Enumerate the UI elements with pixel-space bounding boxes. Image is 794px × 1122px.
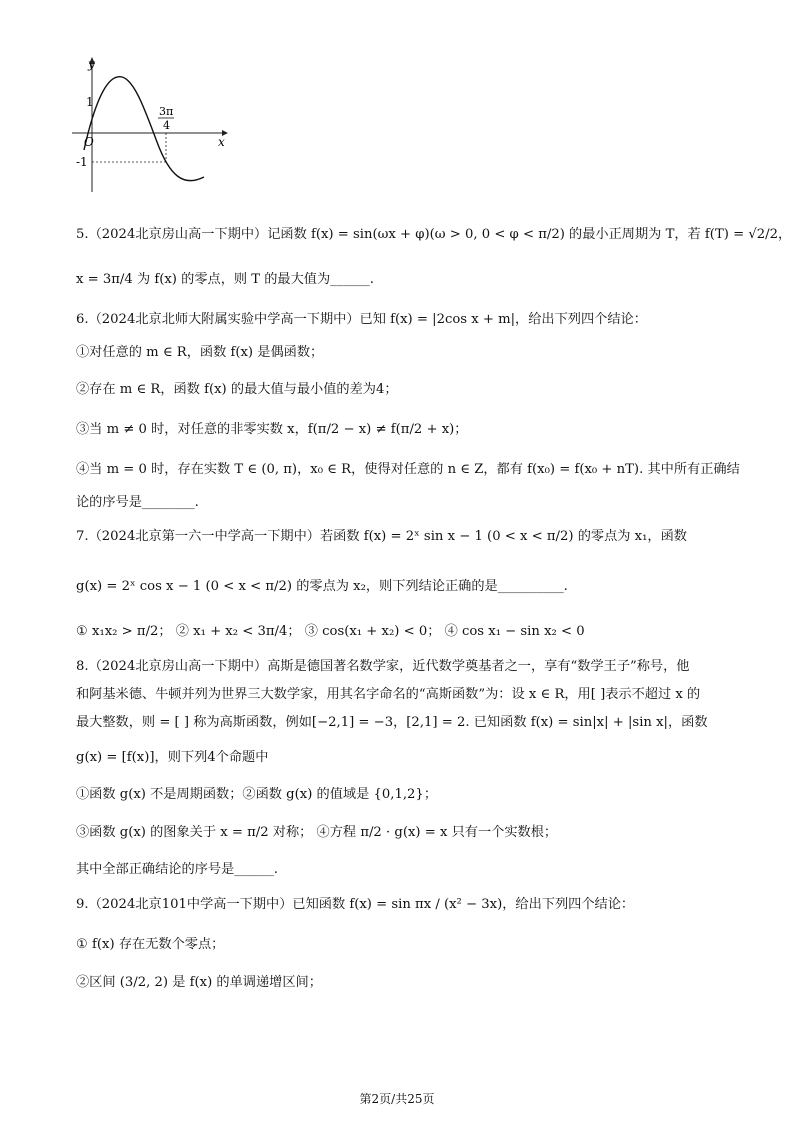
q9-item1: ① f(x) 存在无数个零点； [76,937,225,952]
q6-line-end: 论的序号是________. [76,495,199,510]
q8-line3: 最大整数，则 = [ ] 称为高斯函数，例如[−2,1] = −3，[2,1] = 2. 已知函数 f(x) = sin|x| + |sin x|，函数 [76,715,708,730]
q7-options: ① x₁x₂ > π/2； ② x₁ + x₂ < 3π/4； ③ cos(x₁ + x₂) < 0； ④ cos x₁ − sin x₂ < 0 [76,624,585,639]
q8-item2: ③函数 g(x) 的图象关于 x = π/2 对称； ④方程 π/2 · g(x) = x 只有一个实数根； [76,825,558,840]
tick-neg-one: -1 [76,155,88,169]
tick-one: 1 [86,95,94,109]
q9-item2: ②区间 (3/2, 2) 是 f(x) 的单调递增区间； [76,975,322,990]
q6-line1: 6.（2024北京北师大附属实验中学高一下期中）已知 f(x) = |2cos x + m|，给出下列四个结论： [76,312,647,327]
tick-x-num: 3π [159,105,174,118]
q7-line2: g(x) = 2ˣ cos x − 1 (0 < x < π/2) 的零点为 x₂，则下列结论正确的是__________. [76,579,568,594]
page-footer: 第2页/共25页 [359,1092,435,1106]
x-axis-label: x [218,135,225,149]
q8-line-end: 其中全部正确结论的序号是______. [76,862,279,877]
origin-label: O [84,135,94,149]
q7-line1: 7.（2024北京第一六一中学高一下期中）若函数 f(x) = 2ˣ sin x − 1 (0 < x < π/2) 的零点为 x₁，函数 [76,529,687,544]
q6-item4: ④当 m = 0 时，存在实数 T ∈ (0, π)，x₀ ∈ R，使得对任意的 n ∈ Z，都有 f(x₀) = f(x₀ + nT). 其中所有正确结 [76,462,740,477]
q6-item2: ②存在 m ∈ R，函数 f(x) 的最大值与最小值的差为4； [76,382,398,397]
tick-x-den: 4 [163,119,170,132]
q6-item3: ③当 m ≠ 0 时，对任意的非零实数 x，f(π/2 − x) ≠ f(π/2 + x)； [76,422,468,437]
q8-line4: g(x) = [f(x)]，则下列4个命题中 [76,750,269,765]
q5-line1: 5.（2024北京房山高一下期中）记函数 f(x) = sin(ωx + φ)(ω > 0, 0 < φ < π/2) 的最小正周期为 T，若 f(T) = √2/2， [76,227,792,242]
q5-line2: x = 3π/4 为 f(x) 的零点，则 T 的最大值为______. [76,272,374,287]
q8-line2: 和阿基米德、牛顿并列为世界三大数学家，用其名字命名的“高斯函数”为：设 x ∈ R，用[ ]表示不超过 x 的 [76,687,701,702]
sine-curve [84,77,204,181]
q6-item1: ①对任意的 m ∈ R，函数 f(x) 是偶函数； [76,345,324,360]
q9-line1: 9.（2024北京101中学高一下期中）已知函数 f(x) = sin πx / (x² − 3x)，给出下列四个结论： [76,897,635,912]
q8-line1: 8.（2024北京房山高一下期中）高斯是德国著名数学家，近代数学奠基者之一，享有“数学王子”称号，他 [76,659,690,674]
y-axis-label: y [88,57,95,71]
sine-graph [62,52,242,202]
q8-item1: ①函数 g(x) 不是周期函数；②函数 g(x) 的值域是 {0,1,2}； [76,787,438,802]
